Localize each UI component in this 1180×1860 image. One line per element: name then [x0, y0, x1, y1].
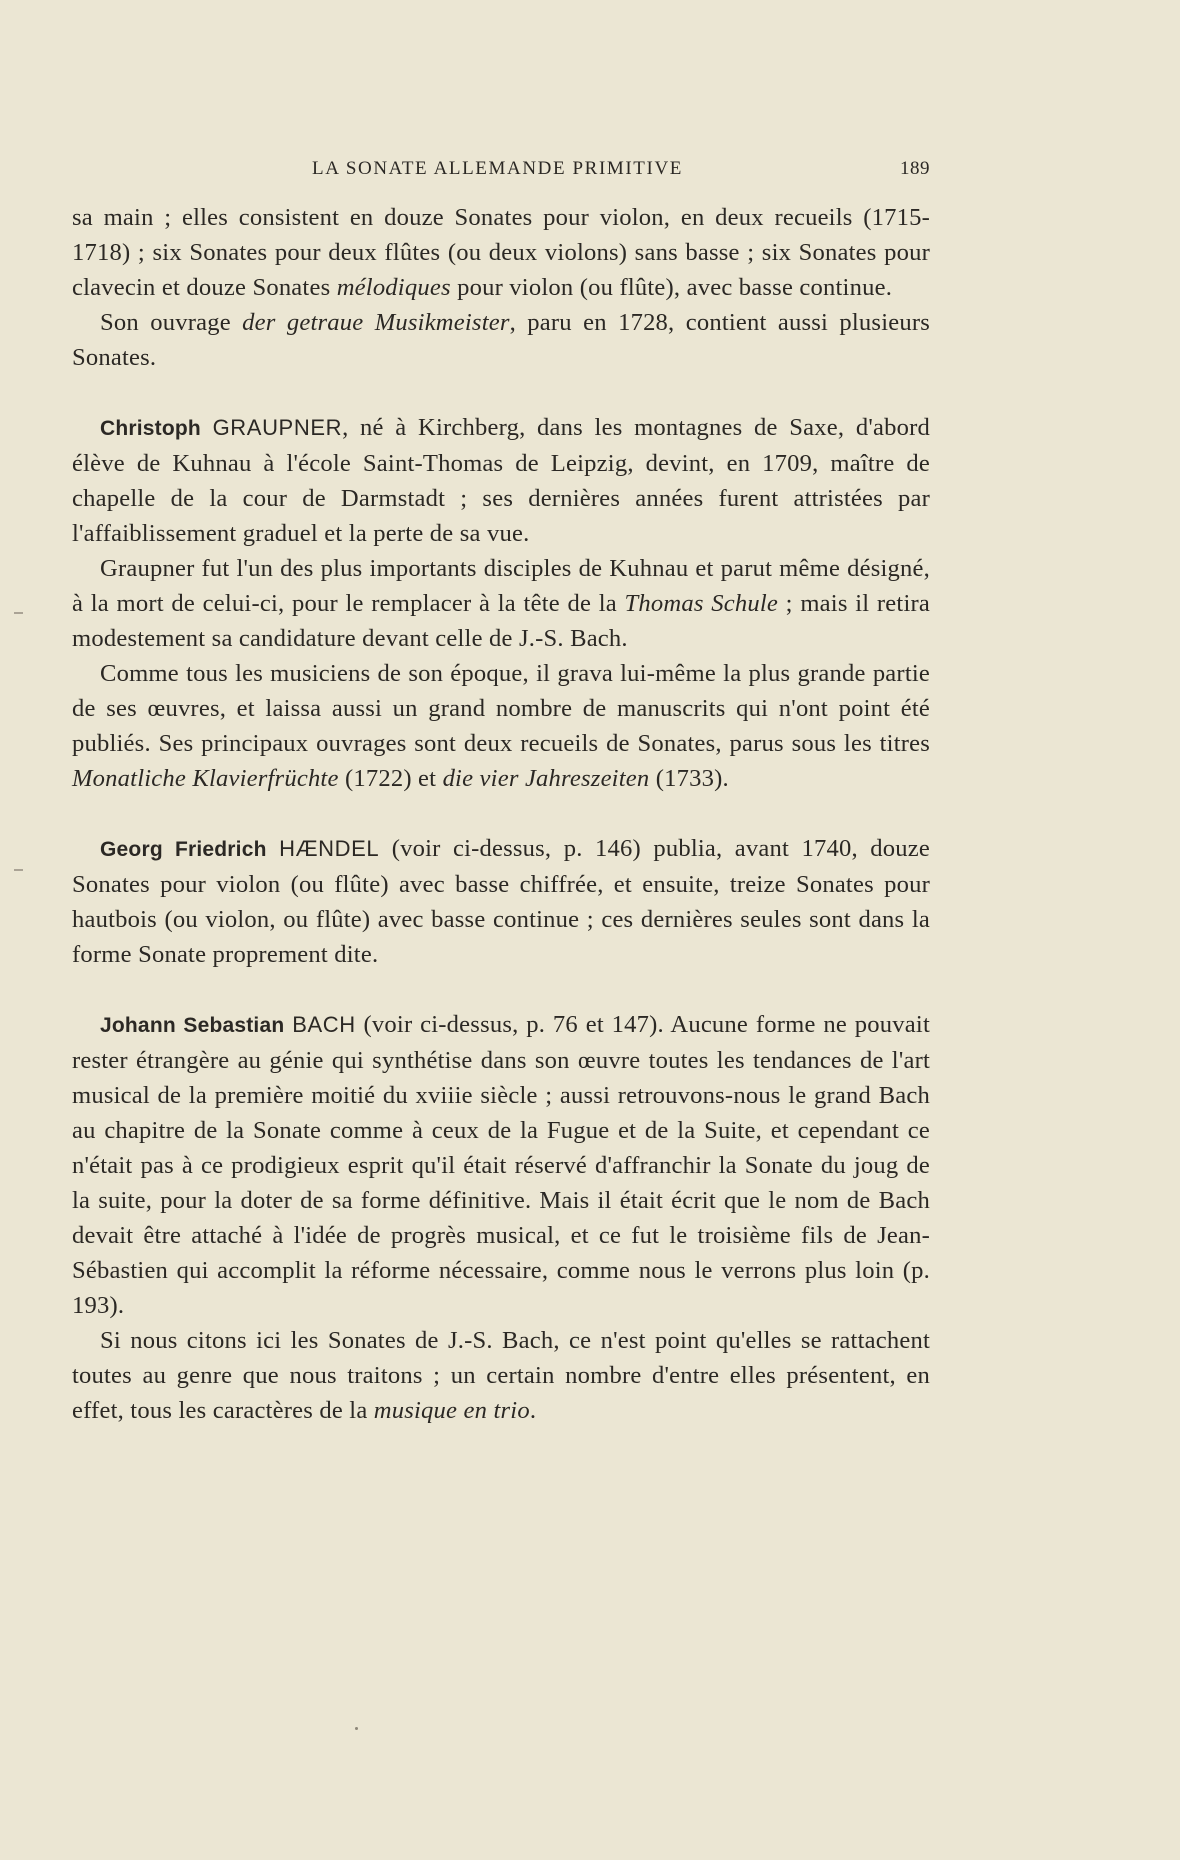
paragraph-telemann-musikmeister: Son ouvrage der getraue Musikmeister, paru en 1728, contient aussi plusieurs Sonates.: [72, 309, 931, 371]
running-title: LA SONATE ALLEMANDE PRIMITIVE: [312, 158, 683, 179]
paragraph-graupner-bio: Christoph GRAUPNER, né à Kirchberg, dans les montagnes de Saxe, d'abord élève de Kuhnau à l'école Saint-Thomas de Leipzig, devint, en 1709, maître de chapelle de la cour de Darmstadt ; ses dernières années furent attristées par l'affaiblissement graduel et la perte de sa vue.: [72, 414, 930, 547]
composer-last-name: HÆNDEL: [279, 836, 380, 861]
paragraph-bach-sonates: Si nous citons ici les Sonates de J.-S. Bach, ce n'est point qu'elles se rattachent toutes au genre que nous traitons ; un certain nombre d'entre elles présentent, en effet, tous les caractères de la musique en trio.: [72, 1327, 930, 1424]
margin-mark: [14, 612, 23, 614]
paragraph-telemann-works: sa main ; elles consistent en douze Sonates pour violon, en deux recueils (1715-1718) ; six Sonates pour deux flûtes (ou deux violons) sans basse ; six Sonates pour clavecin et douze Sonates mélodiques pour violon (ou flûte), avec basse continue.: [72, 204, 930, 301]
page-body: [72, 200, 930, 1428]
paragraph-haendel: Georg Friedrich HÆNDEL (voir ci-dessus, p. 146) publia, avant 1740, douze Sonates pour violon (ou flûte) avec basse chiffrée, et ensuite, treize Sonates pour hautbois (ou violon, ou flûte) avec basse continue ; ces dernières seules sont dans la forme Sonate proprement dite.: [72, 835, 931, 968]
paragraph-graupner-works: Comme tous les musiciens de son époque, il grava lui-même la plus grande partie de ses œuvres, et laissa aussi un grand nombre de manuscrits qui n'ont point été publiés. Ses principaux ouvrages sont deux recueils de Sonates, parus sous les titres Monatliche Klavierfrüchte (1722) et die vier Jahreszeiten (1733).: [72, 660, 930, 792]
composer-first-name: Christoph: [100, 417, 201, 440]
page-header: [72, 150, 930, 190]
page-number: 189: [900, 158, 930, 179]
page-speck: [355, 1727, 358, 1730]
composer-last-name: GRAUPNER: [212, 415, 343, 440]
book-page: [72, 150, 930, 1428]
paragraph-bach-intro: Johann Sebastian BACH (voir ci-dessus, p. 76 et 147). Aucune forme ne pouvait rester étrangère au génie qui synthétise dans son œuvre toutes les tendances de l'art musical de la première moitié du xviiie siècle ; aussi retrouvons-nous le grand Bach au chapitre de la Sonate comme à ceux de la Fugue et de la Suite, et cependant ce n'était pas à ce prodigieux esprit qu'il était réservé d'affranchir la Sonate du joug de la suite, pour la doter de sa forme définitive. Mais il était écrit que le nom de Bach devait être attaché à l'idée de progrès musical, et ce fut le troisième fils de Jean-Sébastien qui accomplit la réforme nécessaire, comme nous le verrons plus loin (p. 193).: [72, 1011, 930, 1319]
margin-mark: [14, 869, 23, 871]
composer-first-name: Johann Sebastian: [100, 1014, 285, 1037]
paragraph-graupner-kuhnau: Graupner fut l'un des plus importants disciples de Kuhnau et parut même désigné, à la mort de celui-ci, pour le remplacer à la tête de la Thomas Schule ; mais il retira modestement sa candidature devant celle de J.-S. Bach.: [72, 555, 930, 652]
composer-first-name: Georg Friedrich: [100, 838, 267, 861]
composer-last-name: BACH: [292, 1012, 356, 1037]
